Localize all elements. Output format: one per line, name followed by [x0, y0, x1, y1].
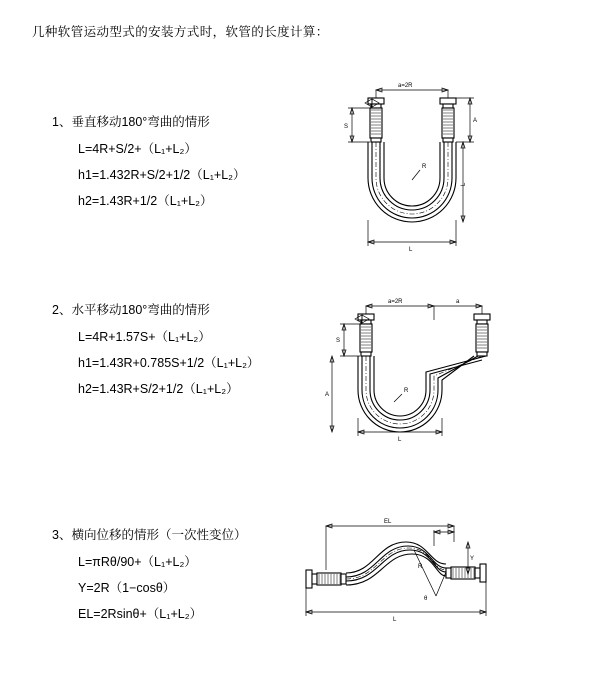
svg-text:L: L: [393, 617, 397, 623]
vertical-180-bend-diagram: [318, 70, 488, 265]
svg-text:a=2R: a=2R: [388, 299, 403, 305]
svg-text:S: S: [336, 338, 341, 344]
section-2-text: [52, 300, 259, 405]
section-2-formula-3: h2=1.43R+S/2+1/2（L₁+L₂）: [78, 382, 239, 396]
section-3-formula-3: EL=2Rsinθ+（L₁+L₂）: [78, 607, 203, 621]
section-3-formula-1: L=πRθ/90+（L₁+L₂）: [78, 555, 197, 569]
svg-text:A: A: [473, 118, 478, 124]
page-title: 几种软管运动型式的安装方式时，软管的长度计算：: [32, 25, 329, 39]
svg-text:θ: θ: [424, 596, 428, 602]
section-3-formula-2: Y=2R（1−cosθ）: [78, 581, 176, 595]
svg-text:a=2R: a=2R: [398, 83, 413, 89]
section-2-title: 2、水平移动180°弯曲的情形: [52, 303, 210, 317]
section-1-formula-3: h2=1.43R+1/2（L₁+L₂）: [78, 194, 213, 208]
section-1-formula-2: h1=1.432R+S/2+1/2（L₁+L₂）: [78, 168, 246, 182]
lateral-offset-diagram: [296, 508, 496, 633]
section-2-formula-2: h1=1.43R+0.785S+1/2（L₁+L₂）: [78, 356, 260, 370]
svg-text:A: A: [325, 392, 330, 398]
svg-text:EL: EL: [384, 519, 392, 525]
svg-text:R: R: [418, 564, 423, 570]
svg-text:R: R: [422, 164, 427, 170]
section-1-title: 1、垂直移动180°弯曲的情形: [52, 115, 210, 129]
svg-text:L: L: [409, 247, 413, 253]
svg-text:L: L: [461, 182, 467, 186]
svg-text:a: a: [456, 299, 460, 305]
horizontal-180-bend-diagram: [318, 286, 498, 451]
svg-text:R: R: [404, 388, 409, 394]
section-3-title: 3、横向位移的情形（一次性变位）: [52, 528, 247, 542]
section-1-formula-1: L=4R+S/2+（L₁+L₂）: [78, 142, 197, 156]
svg-text:S: S: [344, 124, 349, 130]
svg-text:L: L: [398, 437, 402, 443]
section-3-text: [52, 525, 246, 630]
svg-text:Y: Y: [470, 556, 475, 562]
section-2-formula-1: L=4R+1.57S+（L₁+L₂）: [78, 330, 211, 344]
section-1-text: [52, 112, 246, 217]
